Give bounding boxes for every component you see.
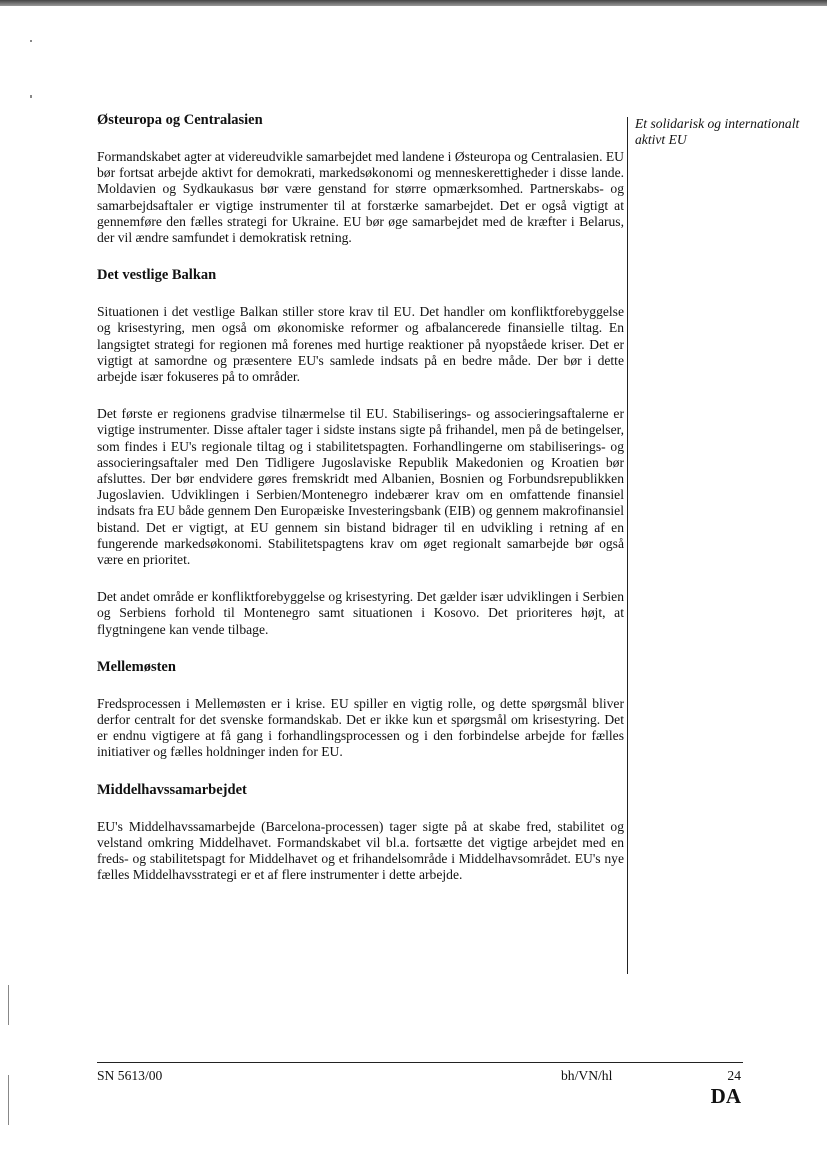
paragraph: EU's Middelhavssamarbejde (Barcelona-processen) tager sigte på at skabe fred, stabilitet og velstand omkring Middelhavet. Formandskabet vil bl.a. fortsætte det vigtige arbejdet med en freds- og stabilitetspagt for Middelhavet og et frihandelsområde i Middelhavsområdet. EU's nye fælles Middelhavsstrategi er et af flere instrumenter i dette arbejde. (97, 818, 624, 883)
language-code: DA (710, 1084, 741, 1108)
paragraph: Det andet område er konfliktforebyggelse og krisestyring. Det gælder især udviklingen i Serbien og Serbiens forhold til Montenegro samt situationen i Kosovo. Det prioriteres højt, at flygtningene kan vende tilbage. (97, 589, 624, 637)
scan-mark (8, 1075, 9, 1125)
scan-mark (30, 95, 32, 98)
footer-rule (97, 1062, 743, 1063)
page-number: 24 (727, 1068, 741, 1083)
section-heading: Østeuropa og Centralasien (97, 112, 263, 128)
document-body (97, 112, 624, 905)
paragraph: Fredsprocessen i Mellemøsten er i krise. EU spiller en vigtig rolle, og dette spørgsmål bliver derfor centralt for det svenske formandskab. Det er ikke kun et spørgsmål om krisestyring. Det er endnu vigtigere at få gang i forhandlingsprocessen og i den forbindelse arbejde for fælles initiativer og fælles holdninger inden for EU. (97, 695, 624, 760)
margin-rule (627, 117, 628, 974)
paragraph: Det første er regionens gradvise tilnærmelse til EU. Stabiliserings- og associeringsaftalerne er vigtige instrumenter. Disse aftaler tager i sidste instans sigte på frihandel, men på de betingelser, som findes i EU's regionale tiltag og i stabilitetspagten. Forhandlingerne om stabiliserings- og associeringsaftaler med Den Tidligere Jugoslaviske Republik Makedonien og Kroatien bør afsluttes. Der bør endvidere gøres fremskridt med Albanien, Bosnien og Forbundsrepublikken Jugoslavien. Udviklingen i Serbien/Montenegro indebærer krav om en omfattende finansiel indsats fra EU både gennem Den Europæiske Investeringsbank (EIB) og gennem makrofinansiel bistand. Det er vigtigt, at EU gennem sin bistand bidrager til en udvikling i retning af en fungerende markedsøkonomi. Stabilitetspagtens krav om øget regionalt samarbejde bør også være en prioritet. (97, 406, 624, 568)
scan-mark (8, 985, 9, 1025)
section-heading: Mellemøsten (97, 658, 176, 675)
paragraph: Situationen i det vestlige Balkan stiller store krav til EU. Det handler om konfliktforebyggelse og krisestyring, men også om økonomiske reformer og afbalancerede finansielle tiltag. En langsigtet strategi for regionen må forenes med hurtige reaktioner på nyopståede kriser. Det er vigtigt at samordne og præsentere EU's samlede indsats på en bedre måde. Der bør i dette arbejde især fokuseres på to områder. (97, 304, 624, 385)
scan-top-border (0, 0, 827, 6)
paragraph: Formandskabet agter at videreudvikle samarbejdet med landene i Østeuropa og Centralasien. EU bør fortsat arbejde aktivt for demokrati, markedsøkonomi og menneskerettigheder i disse lande. Moldavien og Sydkaukasus bør være genstand for større opmærksomhed. Partnerskabs- og samarbejdsaftaler er vigtige instrumenter til at forstærke samarbejdet. Det er også vigtigt at gennemføre den fælles strategi for Ukraine. EU bør øge samarbejdet med de kræfter i Belarus, der vil ændre samfundet i demokratisk retning. (97, 149, 624, 246)
section-heading: Det vestlige Balkan (97, 267, 217, 284)
author-initials: bh/VN/hl (561, 1068, 613, 1083)
scan-mark (30, 40, 32, 42)
margin-note: Et solidarisk og internationalt aktivt EU (635, 116, 800, 147)
document-reference: SN 5613/00 (97, 1068, 163, 1083)
section-heading: Middelhavssamarbejdet (97, 781, 247, 798)
